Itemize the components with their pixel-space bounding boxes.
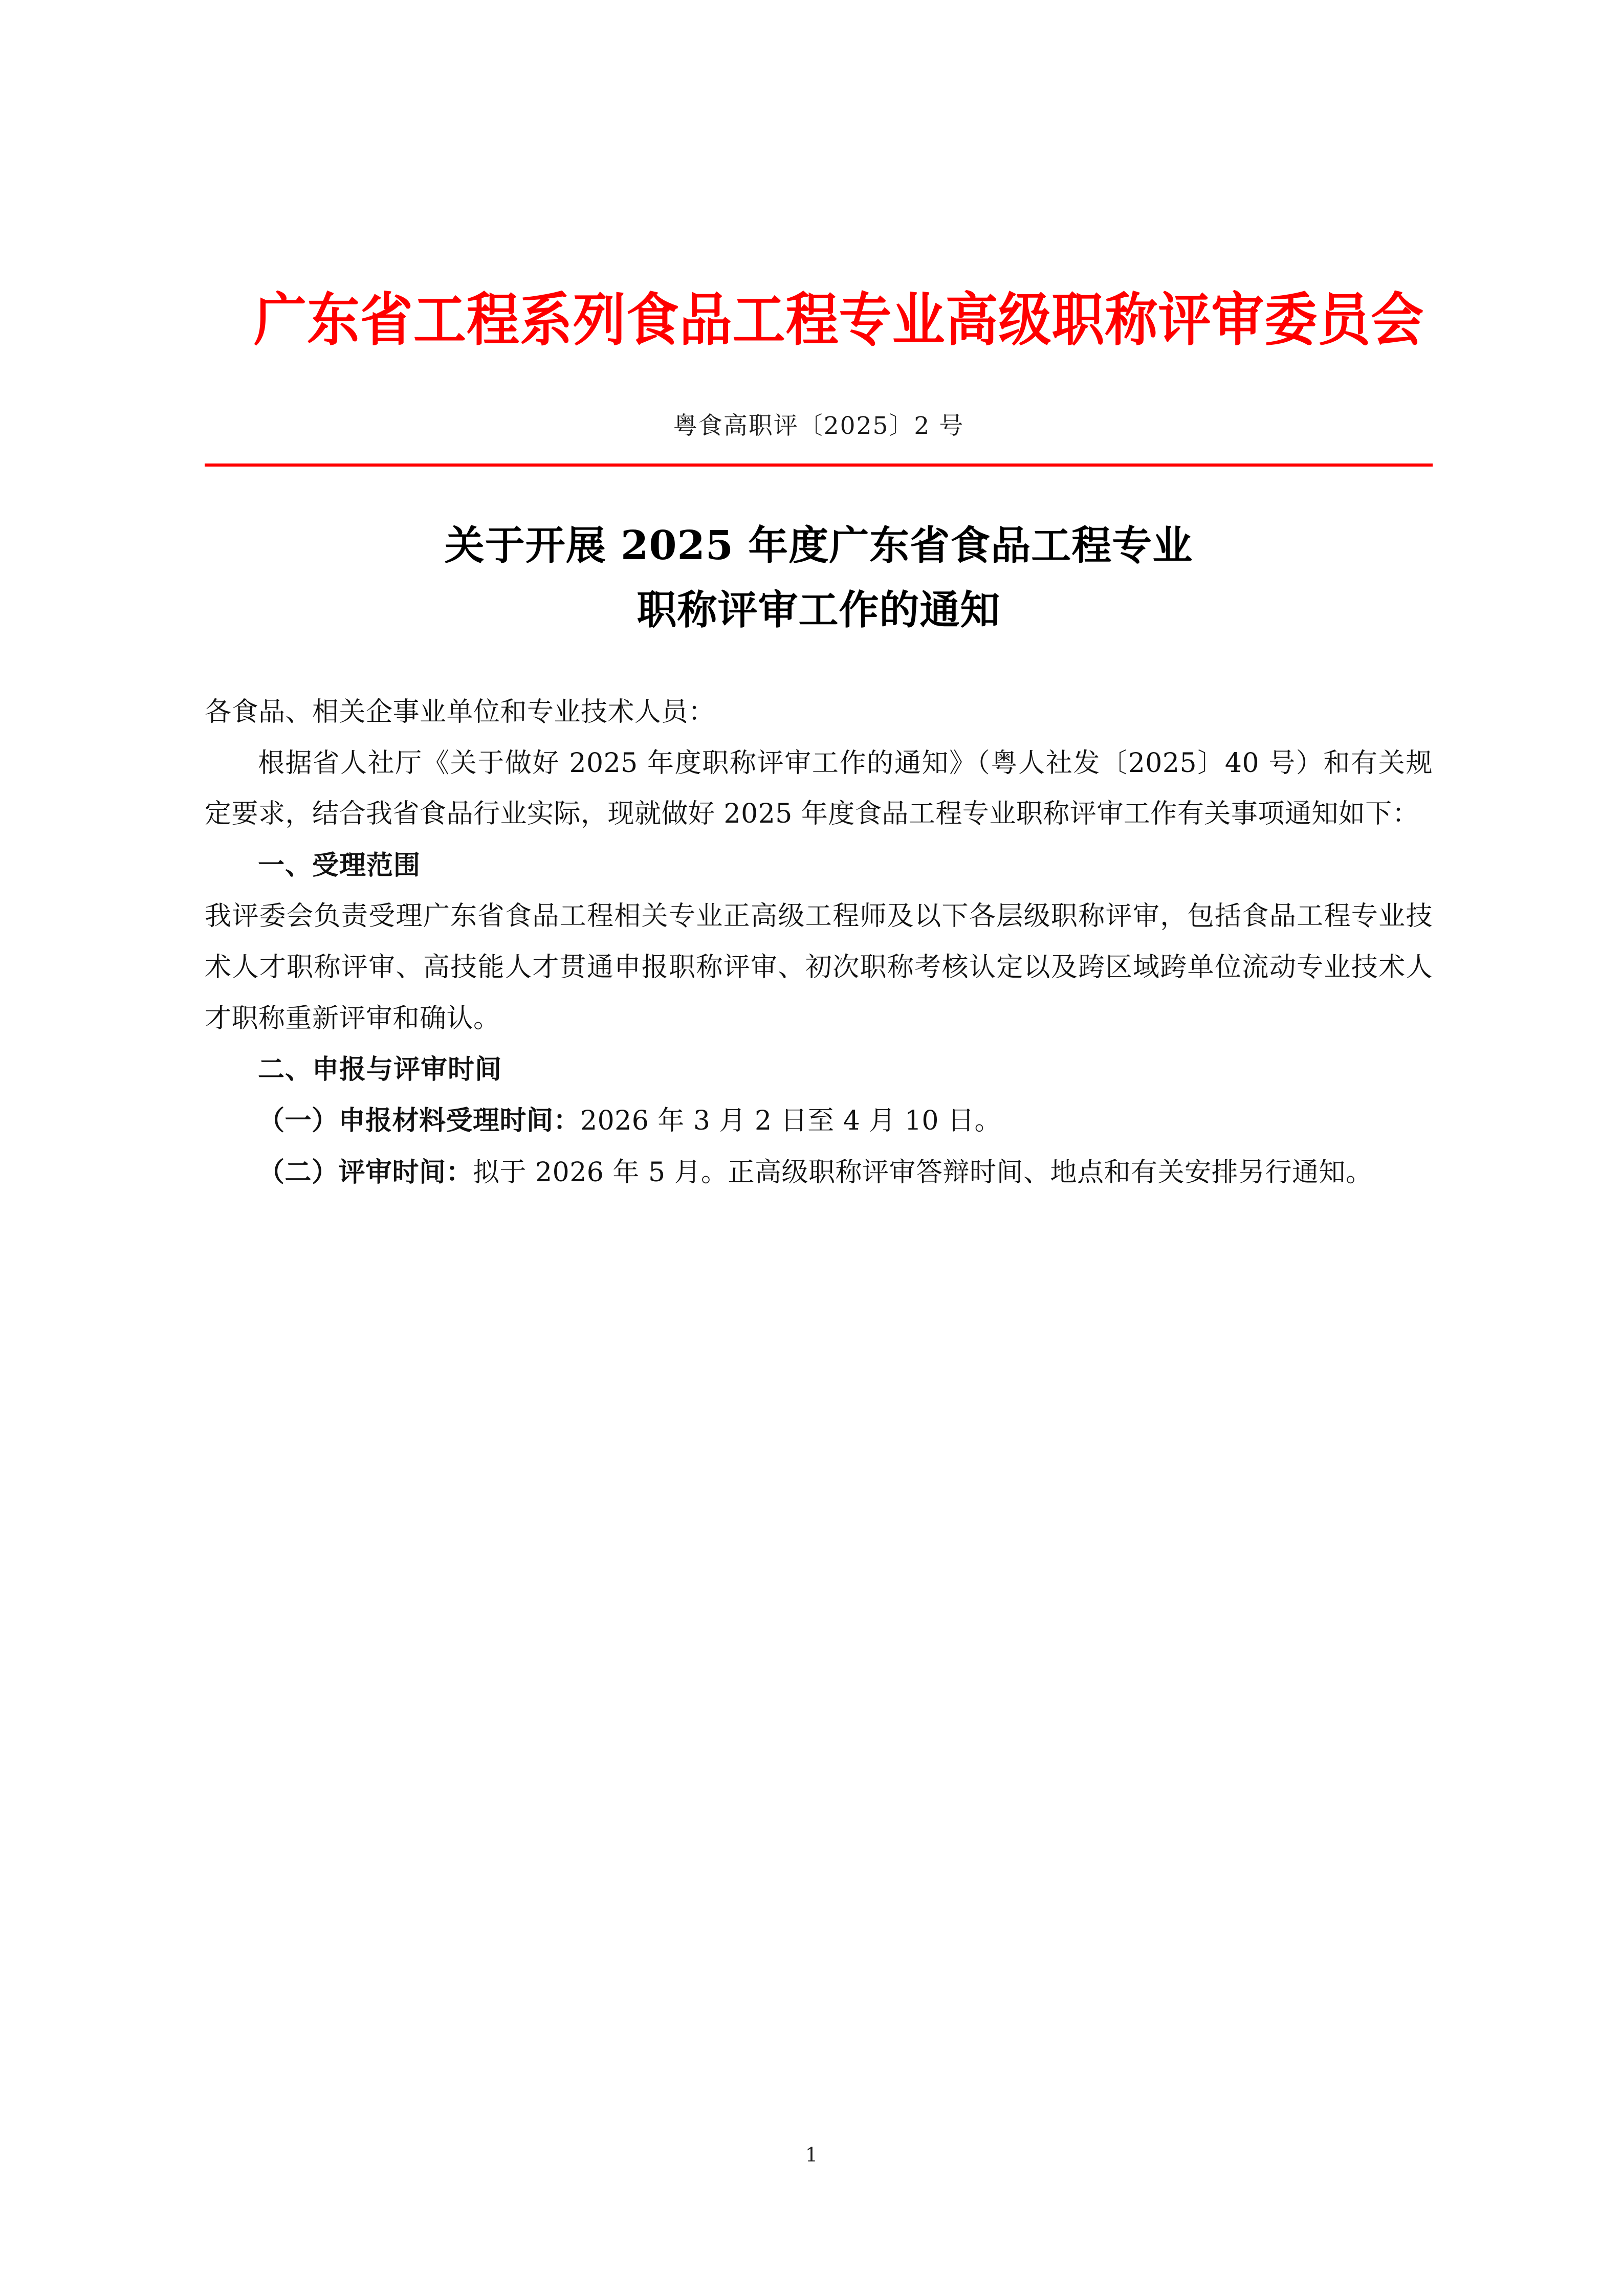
page-title-line-1: 关于开展 2025 年度广东省食品工程专业 — [444, 522, 1193, 569]
section-2-item-1 — [205, 1095, 1433, 1147]
section-heading-2: 二、申报与评审时间 — [258, 1054, 502, 1086]
section-2-item-2-label: （二）评审时间： — [258, 1157, 473, 1188]
document-content — [205, 0, 1433, 1199]
document-number: 粤食高职评〔2025〕2 号 — [673, 412, 964, 440]
document-body — [205, 687, 1433, 1199]
section-2-item-2 — [205, 1147, 1433, 1199]
page-number: 1 — [805, 2144, 818, 2166]
masthead-title: 广东省工程系列食品工程专业高级职称评审委员会 — [254, 286, 1424, 354]
section-body-1: 我评委会负责受理广东省食品工程相关专业正高级工程师及以下各层级职称评审，包括食品工程专业技术人才职称评审、高技能人才贯通申报职称评审、初次职称考核认定以及跨区域跨单位流动专业技术人才职称重新评审和确认。 — [205, 900, 1433, 1034]
salutation: 各食品、相关企事业单位和专业技术人员： — [205, 696, 715, 727]
section-2-item-2-text: 拟于 2026 年 5 月。正高级职称评审答辩时间、地点和有关安排另行通知。 — [473, 1157, 1373, 1188]
section-heading-1: 一、受理范围 — [258, 850, 421, 881]
page-title-line-2: 职称评审工作的通知 — [637, 587, 1001, 634]
section-2-item-1-label: （一）申报材料受理时间： — [258, 1105, 581, 1137]
intro-paragraph: 根据省人社厅《关于做好 2025 年度职称评审工作的通知》（粤人社发〔2025〕40 号）和有关规定要求，结合我省食品行业实际，现就做好 2025 年度食品工程专业职称评审工作有关事项通知如下： — [205, 747, 1433, 830]
section-2-item-1-text: 2026 年 3 月 2 日至 4 月 10 日。 — [580, 1106, 1002, 1137]
red-separator-rule — [205, 463, 1433, 467]
page-title — [205, 514, 1433, 643]
